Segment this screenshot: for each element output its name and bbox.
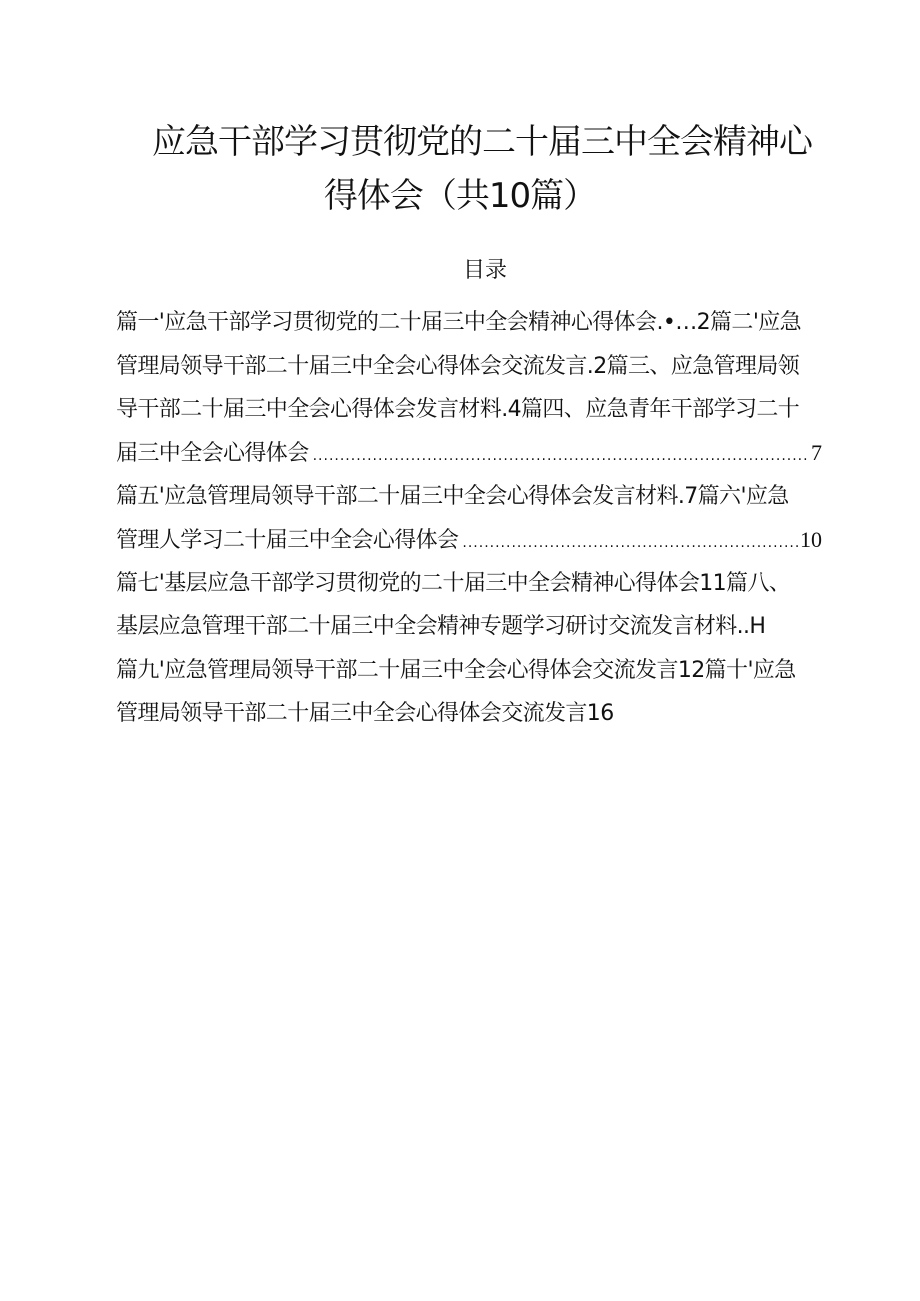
toc-line: 篇九'应急管理局领导干部二十届三中全会心得体会交流发言12篇十'应急 (116, 658, 796, 683)
toc-line: 管理局领导干部二十届三中全会心得体会交流发言.2篇三、应急管理局领 (116, 354, 800, 379)
document-title-line-2: 得体会（共10篇） (323, 176, 597, 216)
toc-line: 基层应急管理干部二十届三中全会精神专题学习研讨交流发言材料..H (116, 614, 766, 639)
toc-line: 管理局领导干部二十届三中全会心得体会交流发言16 (116, 701, 614, 726)
toc-heading: 目录 (462, 258, 507, 283)
dot-leader (313, 441, 809, 471)
toc-page-number: 10 (800, 527, 822, 552)
toc-line: 篇一'应急干部学习贯彻党的二十届三中全会精神心得体会.•…2篇二'应急 (116, 310, 802, 335)
toc-entry-text: 管理人学习二十届三中全会心得体会 (116, 528, 459, 553)
toc-entry-text: 届三中全会心得体会 (116, 441, 309, 466)
document-title-line-1: 应急干部学习贯彻党的二十届三中全会精神心 (152, 122, 812, 162)
toc-line-dotted (116, 438, 856, 471)
toc-line-dotted (116, 525, 856, 558)
toc-line: 篇五'应急管理局领导干部二十届三中全会心得体会发言材料.7篇六'应急 (116, 484, 789, 509)
toc-line: 篇七'基层应急干部学习贯彻党的二十届三中全会精神心得体会11篇八、 (116, 571, 791, 596)
toc-page-number: 7 (811, 440, 822, 465)
toc-line: 导干部二十届三中全会心得体会发言材料.4篇四、应急青年干部学习二十 (116, 397, 800, 422)
dot-leader (462, 528, 798, 558)
